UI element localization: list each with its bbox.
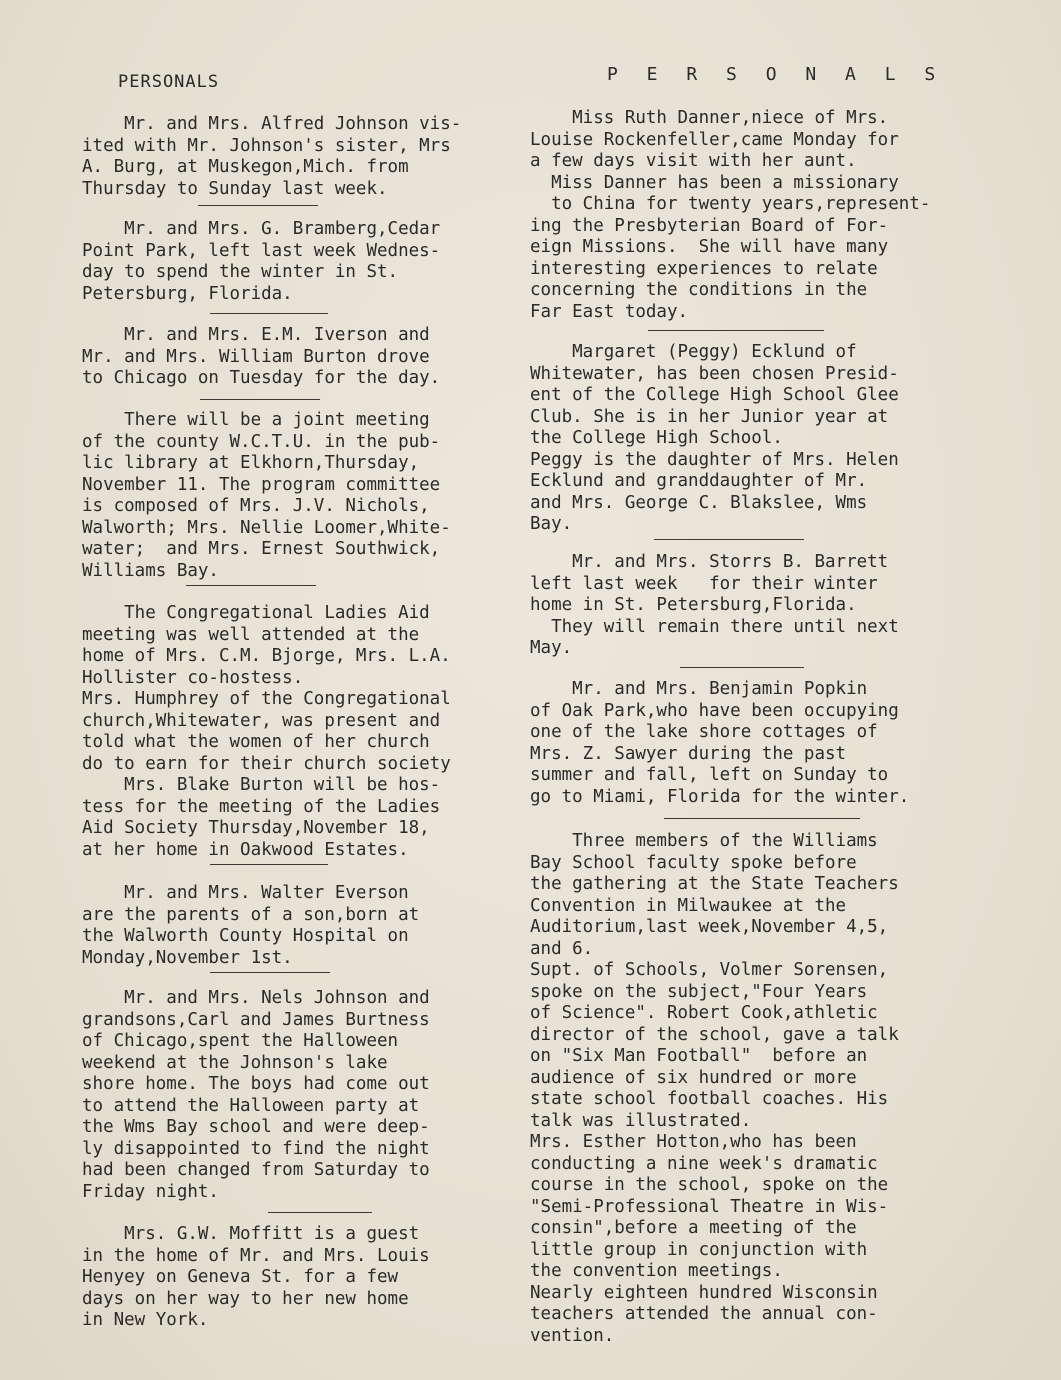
text-line: director of the school, gave a talk [530, 1024, 899, 1045]
news-item [82, 114, 530, 200]
text-line: Margaret (Peggy) Ecklund of [530, 342, 857, 362]
separator-rule [664, 818, 860, 819]
text-line: Hollister co-hostess. [82, 667, 304, 688]
separator-rule [268, 1212, 372, 1213]
text-line: talk was illustrated. [530, 1110, 752, 1131]
text-line: Monday,November 1st. [82, 947, 293, 968]
text-line: of Chicago,spent the Halloween [82, 1031, 399, 1051]
news-item [82, 988, 530, 1203]
text-line: lic library at Elkhorn,Thursday, [82, 453, 420, 473]
text-line: and 6. [530, 938, 594, 959]
text-line: course in the school, spoke on the [530, 1175, 889, 1195]
news-item [82, 325, 530, 390]
text-line: audience of six hundred or more [530, 1067, 857, 1088]
text-line: Far East today. [530, 301, 689, 322]
text-line: Mr. and Mrs. Benjamin Popkin [530, 679, 868, 699]
text-line: the College High School. [530, 428, 783, 448]
text-line: home in St. Petersburg,Florida. [530, 595, 857, 615]
text-line: Louise Rockenfeller,came Monday for [530, 129, 899, 150]
text-line: the gathering at the State Teachers [530, 874, 899, 894]
text-line: left last week for their winter [530, 573, 878, 594]
text-line: Mr. and Mrs. Nels Johnson and [82, 988, 430, 1008]
separator-rule [186, 585, 316, 586]
news-item [82, 603, 530, 861]
text-line: Mrs. Blake Burton will be hos- [82, 775, 441, 795]
text-line: in the home of Mr. and Mrs. Louis [82, 1245, 430, 1266]
text-line: shore home. The boys had come out [82, 1074, 430, 1094]
text-line: Bay. [530, 514, 573, 534]
news-item [530, 552, 992, 660]
text-line: days on her way to her new home [82, 1288, 409, 1309]
text-line: Mrs. Z. Sawyer during the past [530, 743, 847, 764]
text-line: The Congregational Ladies Aid [82, 603, 430, 623]
separator-rule [210, 864, 328, 865]
text-line: Petersburg, Florida. [82, 283, 293, 304]
text-line: November 11. The program committee [82, 474, 441, 495]
text-line: Three members of the Williams [530, 831, 878, 851]
text-line: Bay School faculty spoke before [530, 852, 857, 873]
text-line: are the parents of a son,born at [82, 904, 420, 925]
text-line: Nearly eighteen hundred Wisconsin [530, 1282, 878, 1303]
text-line: Miss Danner has been a missionary [530, 172, 899, 193]
text-line: to attend the Halloween party at [82, 1095, 420, 1116]
news-item [530, 342, 992, 536]
text-line: Ecklund and granddaughter of Mr. [530, 471, 868, 491]
text-line: Thursday to Sunday last week. [82, 178, 388, 199]
text-line: They will remain there until next [530, 616, 899, 637]
text-line: of Oak Park,who have been occupying [530, 700, 899, 721]
text-line: Mr. and Mrs. William Burton drove [82, 346, 430, 367]
text-line: Mr. and Mrs. Alfred Johnson vis- [82, 114, 462, 134]
text-line: conducting a nine week's dramatic [530, 1153, 878, 1174]
text-line: teachers attended the annual con- [530, 1304, 878, 1324]
separator-rule [654, 539, 804, 540]
text-line: Peggy is the daughter of Mrs. Helen [530, 449, 899, 470]
header-right: P E R S O N A L S [607, 64, 945, 85]
text-line: May. [530, 638, 573, 658]
text-line: told what the women of her church [82, 732, 430, 752]
text-line: is composed of Mrs. J.V. Nichols, [82, 496, 430, 516]
text-line: Mrs. Esther Hotton,who has been [530, 1132, 857, 1152]
text-line: and Mrs. George C. Blakslee, Wms [530, 492, 868, 513]
text-line: little group in conjunction with [530, 1239, 868, 1260]
text-line: of the county W.C.T.U. in the pub- [82, 431, 441, 452]
header-left: PERSONALS [118, 72, 220, 92]
text-line: Miss Ruth Danner,niece of Mrs. [530, 108, 889, 128]
text-line: Mr. and Mrs. Walter Everson [82, 883, 409, 903]
text-line: Mr. and Mrs. G. Bramberg,Cedar [82, 219, 441, 239]
text-line: Friday night. [82, 1181, 219, 1202]
news-item [82, 1224, 530, 1332]
text-line: Williams Bay. [82, 560, 219, 581]
separator-rule [200, 399, 320, 400]
text-line: Walworth; Mrs. Nellie Loomer,White- [82, 517, 451, 538]
news-item [82, 883, 530, 969]
news-item [82, 410, 530, 582]
text-line: in New York. [82, 1310, 209, 1330]
text-line: spoke on the subject,"Four Years [530, 981, 868, 1002]
text-line: tess for the meeting of the Ladies [82, 796, 441, 817]
text-line: Auditorium,last week,November 4,5, [530, 917, 889, 937]
separator-rule [210, 972, 330, 973]
separator-rule [680, 667, 804, 668]
text-line: to Chicago on Tuesday for the day. [82, 368, 441, 388]
text-line: state school football coaches. His [530, 1089, 889, 1109]
text-line: grandsons,Carl and James Burtness [82, 1009, 430, 1030]
text-line: "Semi-Professional Theatre in Wis- [530, 1196, 889, 1217]
text-line: Henyey on Geneva St. for a few [82, 1267, 399, 1287]
text-line: the Walworth County Hospital on [82, 926, 409, 946]
text-line: home of Mrs. C.M. Bjorge, Mrs. L.A. [82, 646, 451, 666]
text-line: weekend at the Johnson's lake [82, 1052, 388, 1073]
news-item [530, 679, 992, 808]
text-line: Whitewater, has been chosen Presid- [530, 363, 899, 384]
text-line: Supt. of Schools, Volmer Sorensen, [530, 960, 889, 980]
text-line: Mrs. G.W. Moffitt is a guest [82, 1224, 420, 1244]
news-item [530, 831, 992, 1347]
text-line: ly disappointed to find the night [82, 1138, 430, 1159]
separator-rule [210, 313, 328, 314]
text-line: eign Missions. She will have many [530, 237, 889, 257]
text-line: the Wms Bay school and were deep- [82, 1117, 430, 1137]
text-line: ited with Mr. Johnson's sister, Mrs [82, 135, 451, 156]
text-line: meeting was well attended at the [82, 624, 420, 645]
text-line: vention. [530, 1325, 615, 1346]
text-line: Mr. and Mrs. Storrs B. Barrett [530, 552, 889, 572]
text-line: of Science". Robert Cook,athletic [530, 1003, 878, 1023]
text-line: A. Burg, at Muskegon,Mich. from [82, 157, 409, 177]
text-line: go to Miami, Florida for the winter. [530, 786, 910, 807]
text-line: Point Park, left last week Wednes- [82, 240, 441, 261]
text-line: at her home in Oakwood Estates. [82, 839, 409, 860]
text-line: concerning the conditions in the [530, 280, 868, 300]
text-line: Club. She is in her Junior year at [530, 406, 889, 427]
text-line: to China for twenty years,represent- [530, 194, 931, 214]
text-line: a few days visit with her aunt. [530, 151, 857, 171]
text-line: on "Six Man Football" before an [530, 1046, 868, 1066]
news-item [82, 219, 530, 305]
text-line: Mrs. Humphrey of the Congregational [82, 689, 451, 709]
text-line: had been changed from Saturday to [82, 1160, 430, 1180]
text-line: Convention in Milwaukee at the [530, 895, 847, 916]
text-line: consin",before a meeting of the [530, 1218, 857, 1238]
text-line: water; and Mrs. Ernest Southwick, [82, 539, 441, 559]
text-line: Mr. and Mrs. E.M. Iverson and [82, 325, 430, 345]
news-item [530, 108, 992, 323]
text-line: the convention meetings. [530, 1261, 783, 1281]
text-line: interesting experiences to relate [530, 258, 878, 279]
text-line: There will be a joint meeting [82, 410, 430, 430]
separator-rule [648, 330, 824, 331]
text-line: one of the lake shore cottages of [530, 722, 878, 742]
text-line: summer and fall, left on Sunday to [530, 765, 889, 785]
text-line: church,Whitewater, was present and [82, 710, 441, 731]
text-line: ing the Presbyterian Board of For- [530, 215, 889, 236]
text-line: Aid Society Thursday,November 18, [82, 818, 430, 838]
text-line: ent of the College High School Glee [530, 385, 899, 405]
text-line: day to spend the winter in St. [82, 262, 399, 282]
separator-rule [198, 205, 318, 206]
text-line: do to earn for their church society [82, 753, 451, 774]
